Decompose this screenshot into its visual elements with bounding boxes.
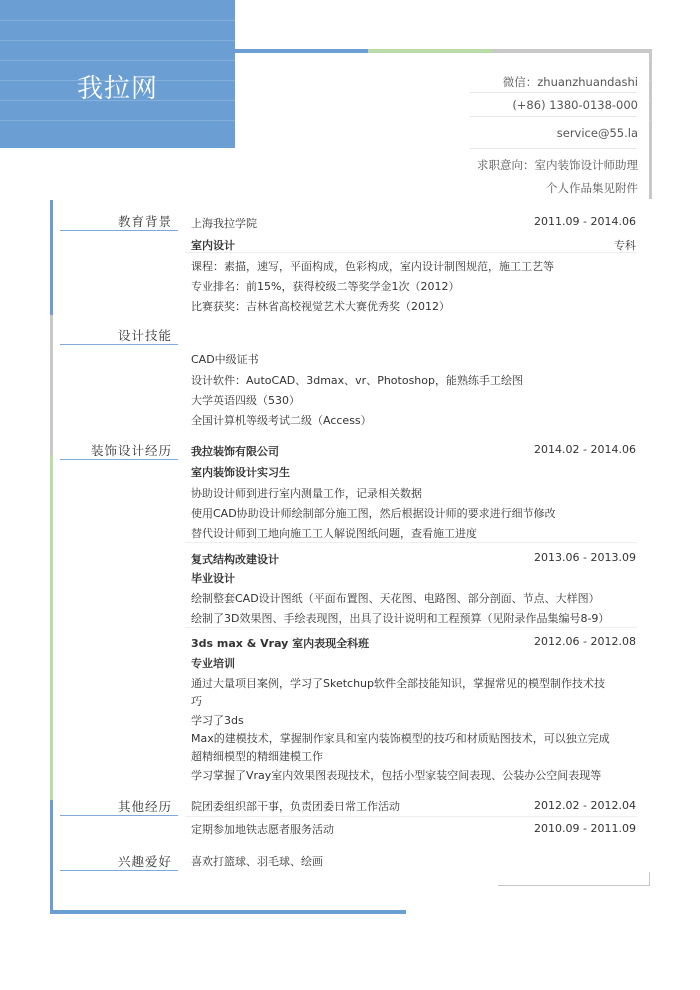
- experience-line: 巧: [191, 695, 202, 708]
- other-date: 2012.02 - 2012.04: [534, 799, 636, 812]
- skill-line: 大学英语四级（530）: [191, 394, 300, 407]
- section-underline: [60, 230, 178, 231]
- row-divider: [185, 627, 637, 628]
- top-bar-green: [368, 49, 492, 53]
- skill-line: 全国计算机等级考试二级（Access）: [191, 414, 372, 427]
- section-title-hobbies: 兴趣爱好: [117, 854, 172, 869]
- education-line: 课程：素描，速写，平面构成，色彩构成，室内设计制图规范，施工工艺等: [191, 260, 554, 273]
- portfolio-text: 个人作品集见附件: [546, 181, 638, 195]
- section-underline: [60, 870, 178, 871]
- phone-text: (+86) 1380-0138-000: [512, 98, 638, 112]
- experience-role: 室内装饰设计实习生: [191, 466, 290, 479]
- top-bar-gray: [492, 49, 652, 53]
- left-accent-blue: [50, 200, 53, 315]
- school-name: 上海我拉学院: [191, 217, 257, 230]
- skill-line: CAD中级证书: [191, 353, 259, 366]
- experience-line: 绘制整套CAD设计图纸（平面布置图、天花图、电路图、部分剖面、节点、大样图）: [191, 592, 600, 605]
- section-underline: [60, 459, 178, 460]
- experience-date: 2012.06 - 2012.08: [534, 635, 636, 648]
- education-date: 2011.09 - 2014.06: [534, 215, 636, 228]
- section-title-education: 教育背景: [117, 214, 172, 229]
- section-underline: [60, 815, 178, 816]
- candidate-name: 我拉网: [76, 74, 158, 104]
- experience-org: 我拉装饰有限公司: [191, 445, 279, 458]
- education-line: 比赛获奖：吉林省高校视觉艺术大赛优秀奖（2012）: [191, 300, 450, 313]
- experience-line: 学习了3ds: [191, 714, 244, 727]
- experience-role: 专业培训: [191, 657, 235, 670]
- experience-line: 通过大量项目案例，学习了Sketchup软件全部技能知识，掌握常见的模型制作技术技: [191, 677, 606, 690]
- left-accent-gray: [50, 315, 53, 455]
- row-divider: [185, 816, 637, 817]
- experience-line: 使用CAD协助设计师绘制部分施工图，然后根据设计师的要求进行细节修改: [191, 507, 556, 520]
- section-title-other: 其他经历: [117, 799, 172, 814]
- contact-divider: [470, 148, 636, 149]
- other-item: 院团委组织部干事，负责团委日常工作活动: [191, 800, 400, 813]
- degree-text: 专科: [614, 239, 636, 252]
- top-bar-blue: [50, 49, 368, 53]
- bottom-bar-blue: [50, 910, 406, 914]
- other-date: 2010.09 - 2011.09: [534, 822, 636, 835]
- wechat-text: 微信：zhuanzhuandashi: [502, 75, 638, 89]
- experience-line: 替代设计师到工地向施工工人解说图纸问题，查看施工进度: [191, 527, 477, 540]
- section-title-experience: 装饰设计经历: [90, 443, 172, 458]
- bottom-bar-gray: [498, 885, 650, 886]
- major-text: 室内设计: [191, 239, 235, 252]
- contact-divider: [470, 116, 636, 117]
- right-border-bottom: [649, 872, 650, 886]
- left-accent-green: [50, 455, 53, 800]
- section-title-skills: 设计技能: [117, 328, 172, 343]
- experience-line: 超精细模型的精细建模工作: [191, 750, 323, 763]
- experience-org: 3ds max & Vray 室内表现全科班: [191, 637, 370, 650]
- experience-date: 2013.06 - 2013.09: [534, 551, 636, 564]
- experience-org: 复式结构改建设计: [191, 553, 279, 566]
- objective-text: 求职意向：室内装饰设计师助理: [477, 158, 638, 172]
- hobbies-text: 喜欢打篮球、羽毛球、绘画: [191, 855, 323, 868]
- row-divider: [185, 542, 637, 543]
- name-banner: [0, 0, 235, 148]
- experience-line: 绘制了3D效果图、手绘表现图，出具了设计说明和工程预算（见附录作品集编号8-9）: [191, 612, 610, 625]
- row-divider: [185, 252, 637, 253]
- right-border-top: [649, 49, 652, 199]
- experience-date: 2014.02 - 2014.06: [534, 443, 636, 456]
- experience-role: 毕业设计: [191, 572, 235, 585]
- education-line: 专业排名：前15%，获得校级二等奖学金1次（2012）: [191, 280, 460, 293]
- section-underline: [60, 344, 178, 345]
- experience-line: 协助设计师到进行室内测量工作，记录相关数据: [191, 487, 422, 500]
- email-text: service@55.la: [556, 126, 638, 140]
- other-item: 定期参加地铁志愿者服务活动: [191, 823, 334, 836]
- experience-line: 学习掌握了Vray室内效果图表现技术，包括小型家装空间表现、公装办公空间表现等: [191, 769, 602, 782]
- experience-line: Max的建模技术，掌握制作家具和室内装饰模型的技巧和材质贴图技术，可以独立完成: [191, 732, 610, 745]
- left-accent-blue-bottom: [50, 800, 53, 913]
- skill-line: 设计软件：AutoCAD、3dmax、vr、Photoshop，能熟练手工绘图: [191, 374, 523, 387]
- contact-divider: [470, 92, 636, 93]
